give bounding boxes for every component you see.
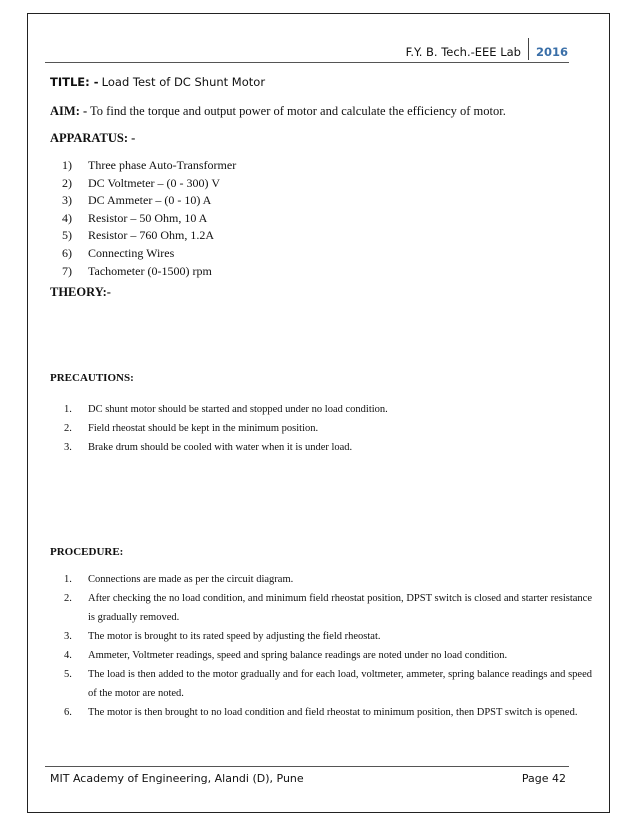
title-line bbox=[50, 75, 265, 90]
list-item bbox=[64, 419, 592, 438]
list-item bbox=[64, 646, 592, 665]
item-text: Field rheostat should be kept in the minimum position. bbox=[88, 423, 319, 434]
header-year: 2016 bbox=[535, 45, 568, 59]
item-text: Connections are made as per the circuit diagram. bbox=[88, 574, 294, 585]
list-item bbox=[64, 665, 592, 703]
item-text: The load is then added to the motor gradually and for each load, voltmeter, ammeter, spring balance readings and speed of the motor are noted. bbox=[88, 669, 592, 699]
procedure-heading: PROCEDURE: bbox=[50, 546, 124, 558]
title-text: Load Test of DC Shunt Motor bbox=[101, 75, 266, 89]
procedure-list bbox=[64, 570, 592, 722]
list-item bbox=[64, 589, 592, 627]
item-number: 3) bbox=[62, 193, 72, 208]
item-number: 6. bbox=[64, 707, 72, 718]
item-number: 4) bbox=[62, 210, 72, 225]
header-title: F.Y. B. Tech.-EEE Lab bbox=[405, 45, 521, 59]
item-number: 1. bbox=[64, 574, 72, 585]
item-number: 3. bbox=[64, 442, 72, 453]
apparatus-heading: APPARATUS: - bbox=[50, 131, 136, 145]
footer-rule bbox=[45, 766, 569, 767]
footer-page-number: Page 42 bbox=[521, 772, 566, 785]
list-item bbox=[62, 192, 236, 210]
list-item bbox=[64, 703, 592, 722]
item-text: The motor is brought to its rated speed by adjusting the field rheostat. bbox=[88, 631, 381, 642]
item-number: 4. bbox=[64, 650, 72, 661]
footer-institution: MIT Academy of Engineering, Alandi (D), Pune bbox=[50, 772, 304, 785]
theory-heading: THEORY:- bbox=[50, 285, 111, 299]
item-text: Brake drum should be cooled with water when it is under load. bbox=[88, 442, 353, 453]
item-text: DC shunt motor should be started and stopped under no load condition. bbox=[88, 404, 388, 415]
item-text: After checking the no load condition, and minimum field rheostat position, DPST switch is closed and starter resistance is gradually removed. bbox=[88, 593, 592, 623]
list-item bbox=[62, 227, 236, 245]
item-text: DC Ammeter – (0 - 10) A bbox=[88, 193, 212, 208]
item-text: Ammeter, Voltmeter readings, speed and spring balance readings are noted under no load condition. bbox=[88, 650, 508, 661]
item-number: 6) bbox=[62, 245, 72, 260]
list-item bbox=[64, 400, 592, 419]
item-number: 2) bbox=[62, 175, 72, 190]
item-text: Resistor – 50 Ohm, 10 A bbox=[88, 210, 208, 225]
item-number: 1) bbox=[62, 158, 72, 172]
item-number: 5. bbox=[64, 669, 72, 680]
item-number: 7) bbox=[62, 263, 72, 278]
list-item bbox=[62, 263, 236, 281]
page-header bbox=[406, 40, 568, 60]
item-text: Tachometer (0-1500) rpm bbox=[88, 263, 212, 278]
aim-line bbox=[50, 104, 506, 119]
precautions-heading: PRECAUTIONS: bbox=[50, 372, 134, 384]
list-item bbox=[62, 157, 236, 175]
list-item bbox=[62, 210, 236, 228]
list-item bbox=[64, 627, 592, 646]
item-text: Three phase Auto-Transformer bbox=[88, 158, 237, 172]
item-text: The motor is then brought to no load condition and field rheostat to minimum position, then DPST switch is opened. bbox=[88, 707, 578, 718]
list-item bbox=[64, 570, 592, 589]
header-rule bbox=[45, 62, 569, 63]
item-text: Resistor – 760 Ohm, 1.2A bbox=[88, 228, 214, 243]
list-item bbox=[62, 245, 236, 263]
aim-label: AIM: - bbox=[50, 104, 88, 118]
list-item bbox=[62, 175, 236, 193]
aim-text: To find the torque and output power of motor and calculate the efficiency of motor. bbox=[90, 104, 506, 118]
title-label: TITLE: - bbox=[50, 75, 99, 89]
item-number: 2. bbox=[64, 423, 72, 434]
item-number: 1. bbox=[64, 404, 72, 415]
item-number: 5) bbox=[62, 228, 72, 243]
item-text: DC Voltmeter – (0 - 300) V bbox=[88, 175, 220, 190]
item-number: 3. bbox=[64, 631, 72, 642]
precautions-list bbox=[64, 400, 592, 457]
apparatus-list bbox=[62, 157, 236, 280]
item-number: 2. bbox=[64, 593, 72, 604]
list-item bbox=[64, 438, 592, 457]
item-text: Connecting Wires bbox=[88, 245, 175, 260]
